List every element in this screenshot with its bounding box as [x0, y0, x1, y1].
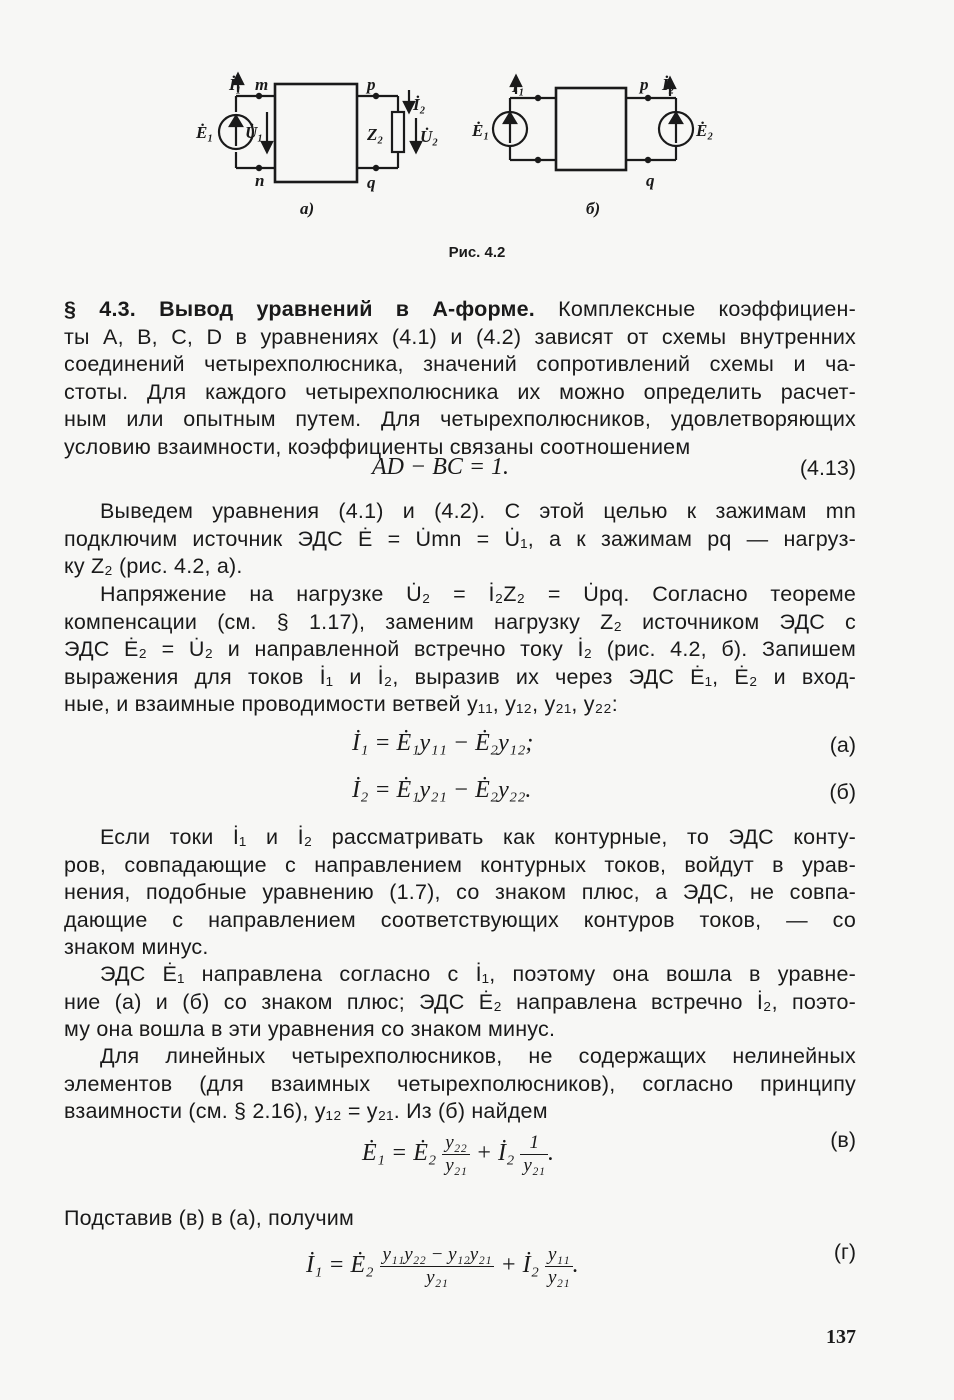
equation-number-a: (а) [829, 733, 856, 757]
label-b-E1: Ė₁ [472, 121, 490, 140]
label-a: а) [300, 199, 315, 218]
paragraph-7: Подставив (в) в (а), получим [64, 1206, 354, 1230]
equation-number-g: (г) [833, 1240, 856, 1264]
label-b-E2: Ė₂ [696, 121, 714, 140]
label-a-Z2: Z₂ [367, 125, 384, 144]
equation-4-13: AD − BC = 1. [372, 454, 510, 480]
paragraph-1: § 4.3. Вывод уравнений в A-форме. Комплексные коэффициен- ты A, B, C, D в уравнениях (4.1) и (4.2) зависят от схемы внутренних соединений четырехполюсника, значений сопротивлений схемы и ча- стоты. Для каждого четырехполюсника их можно определить расчет- ным или опытным путем. Для четырехполюсников, удовлетворяющих условию взаимности, коэффициенты связаны соотношением [64, 297, 856, 459]
page-number: 137 [826, 1326, 856, 1348]
label-a-n: n [255, 171, 265, 190]
label-b-I2: İ₂ [662, 75, 675, 94]
paragraph-6: Для линейных четырехполюсников, не содержащих нелинейных элементов (для взаимных четырехполюсников), согласно принципу взаимности (см. § 2.16), y₁₂ = y₂₁. Из (б) найдем [64, 1044, 856, 1123]
label-a-p: p [367, 75, 376, 94]
equation-number-v: (в) [830, 1128, 856, 1152]
section-heading: § 4.3. Вывод уравнений в A-форме. [64, 297, 535, 321]
label-b-p: p [640, 75, 649, 94]
equation-v: Ė₁ = Ė₂ $\frac{\text{y₂₂}}{\text{y₂₁}}$ + İ₂ $\frac{1}{\text{y₂₁}}$ . [362, 1132, 555, 1176]
load-z2-icon [392, 112, 404, 152]
label-b-q: q [646, 171, 655, 190]
paragraph-2: Выведем уравнения (4.1) и (4.2). С этой целью к зажимам mn [100, 499, 856, 523]
fraction: $\frac{1}{\text{y₂₁}}$ [520, 1132, 548, 1177]
paragraph-3: Напряжение на нагрузке U̇₂ = İ₂Z₂ = U̇pq. Согласно теореме компенсации (см. § 1.17), заменим нагрузку Z₂ источником ЭДС с ЭДС Ė₂ = U̇₂ и направленной встречно току İ₂ (рис. 4.2, б). Запишем выражения для токов İ₁ и İ₂, выразив их через ЭДС Ė₁, Ė₂ и вход- ные, и взаимные проводимости ветвей y₁₁, y₁₂, y₂₁, y₂₂: [64, 582, 856, 716]
equation-b: İ₂ = Ė₁y₂₁ − Ė₂y₂₂. [352, 777, 532, 803]
label-a-m: m [255, 75, 269, 94]
label-b: б) [586, 199, 601, 218]
label-b-I1: İ₁ [512, 77, 525, 96]
equation-number-4-13: (4.13) [799, 456, 856, 480]
paragraph-2-cont: подключим источник ЭДС Ė = U̇mn = U̇₁, а к зажимам pq — нагруз- ку Z₂ (рис. 4.2, а). [64, 526, 856, 578]
paragraph-4: Если токи İ₁ и İ₂ рассматривать как контурные, то ЭДС конту- ров, совпадающие с направлением контурных токов, войдут в урав- нения, подобные уравнению (1.7), со знаком плюс, а ЭДС, не совпа- дающие с направлением соответствующих контуров токов, — со знаком минус. [64, 825, 856, 959]
label-a-I2: İ₂ [413, 95, 426, 114]
label-a-U2: U̇₂ [420, 127, 439, 146]
fraction: $\frac{\text{y₁₁y₂₂ − y₁₂y₂₁}}{\text{y₂₁}}$ [380, 1244, 495, 1289]
paragraph-5: ЭДС Ė₁ направлена согласно с İ₁, поэтому она вошла в уравне- ние (а) и (б) со знаком плюс; ЭДС Ė₂ направлена встречно İ₂, поэто- му она вошла в эти уравнения со знаком минус. [64, 962, 856, 1041]
label-a-q: q [367, 173, 376, 192]
label-a-E1: Ė₁ [196, 123, 214, 142]
label-a-I1: İ₁ [229, 75, 242, 94]
label-a-U1: U̇₁ [245, 123, 264, 142]
figure-caption: Рис. 4.2 [448, 244, 506, 261]
equation-number-b: (б) [829, 780, 856, 804]
fraction: $\frac{\text{y₁₁}}{\text{y₂₁}}$ [545, 1244, 573, 1289]
equation-g: İ₁ = Ė₂ $\frac{\text{y₁₁y₂₂ − y₁₂y₂₁}}{\text{y₂₁}}$ + İ₂ $\frac{\text{y₁₁}}{\text{y₂₁}}$ . [306, 1244, 579, 1288]
fraction: $\frac{\text{y₂₂}}{\text{y₂₁}}$ [442, 1132, 470, 1177]
figure-4-2 [0, 0, 954, 280]
equation-a: İ₁ = Ė₁y₁₁ − Ė₂y₁₂; [352, 730, 534, 756]
